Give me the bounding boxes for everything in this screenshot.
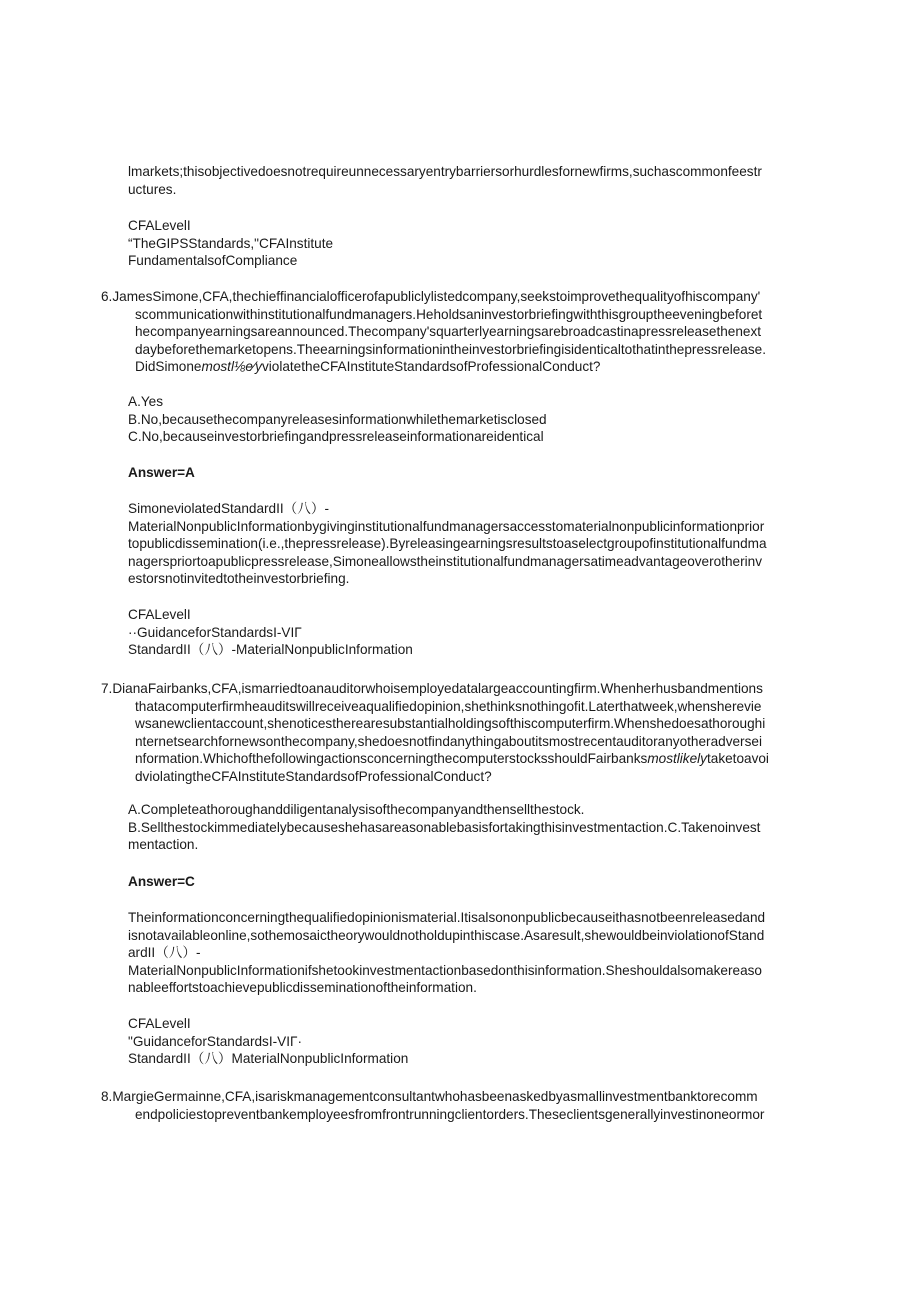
question-emphasis: mostlikely [647, 751, 707, 766]
question-line: daybeforethemarketopens.Theearningsinformationintheinvestorbriefingisidenticaltothatinthepressrelease. [135, 341, 766, 357]
question-6 [101, 288, 821, 376]
explanation-line: MaterialNonpublicInformationbygivinginstitutionalfundmanagersaccesstomaterialnonpublicinformationprior [128, 518, 765, 534]
question-line [101, 750, 821, 768]
reference-line: "GuidanceforStandardsI-VIΓ· [128, 1033, 303, 1049]
question-line: wsanewclientaccount,shenoticestherearesubstantialholdingsofthiscomputerfirm.Whenshedoesathoroughi [135, 716, 766, 731]
question-7-reference [128, 1015, 818, 1068]
text-line: uctures. [128, 181, 177, 197]
question-6-explanation [128, 500, 818, 588]
question-line: scommunicationwithinstitutionalfundmanagers.Heholdsaninvestorbriefingwiththisgrouptheeveningbeforet [135, 306, 763, 322]
explanation-line: nableeffortstoachievepublicdisseminationoftheinformation. [128, 980, 477, 995]
explanation-line: nagerspriortoapublicpressrelease,Simoneallowstheinstitutionalfundmanagersatimeadvantageoverotherinv [128, 553, 762, 569]
intro-paragraph [128, 163, 818, 198]
question-6-answer: Answer=A [128, 465, 195, 480]
reference-line: “TheGIPSStandards,"CFAInstitute [128, 235, 334, 251]
explanation-line: SimoneviolatedStandardII（八）- [128, 501, 329, 516]
explanation-line: topublicdissemination(i.e.,thepressrelease).Byreleasingearningsresultstoaselectgroupofinstitutionalfundma [128, 536, 767, 551]
explanation-line: isnotavailableonline,sothemosaictheorywouldnotholdupinthiscase.Asaresult,shewouldbeinviolationofStand [128, 927, 765, 943]
option-b: B.No,becausethecompanyreleasesinformationwhilethemarketisclosed [128, 411, 547, 427]
intro-reference [128, 217, 818, 270]
question-7 [101, 680, 821, 785]
question-line [101, 358, 821, 376]
option-a: A.Yes [128, 394, 164, 409]
reference-line: StandardII（八）MaterialNonpublicInformation [128, 1051, 409, 1066]
question-emphasis: mostl⅛e⁄y [201, 359, 262, 374]
option-b: B.Sellthestockimmediatelybecauseshehasareasonablebasisfortakingthisinvestmentaction.C.Takenoinvest [128, 819, 761, 835]
question-line: endpoliciestopreventbankemployeesfromfrontrunningclientorders.Theseclientsgenerallyinvestinoneormor [135, 1106, 765, 1122]
question-8 [101, 1088, 821, 1123]
question-7-options [128, 801, 818, 854]
reference-line: StandardII（八）-MaterialNonpublicInformation [128, 642, 413, 657]
option-a: A.Completeathoroughanddiligentanalysisofthecompanyandthensellthestock. [128, 802, 585, 817]
question-line: 6.JamesSimone,CFA,thechieffinancialofficerofapubliclylistedcompany,seekstoimprovethequalityofhiscompany' [101, 289, 761, 304]
reference-line: CFALevelI [128, 1016, 191, 1031]
question-6-reference [128, 606, 818, 659]
question-line: dviolatingtheCFAInstituteStandardsofProfessionalConduct? [135, 768, 492, 784]
question-text: violatetheCFAInstituteStandardsofProfessionalConduct? [261, 359, 601, 374]
question-text: nformation.WhichofthefollowingactionsconcerningthecomputerstocksshouldFairbanks [135, 751, 648, 766]
explanation-line: MaterialNonpublicInformationifshetookinvestmentactionbasedonthisinformation.Sheshouldalsomakereaso [128, 962, 762, 978]
question-line: nternetsearchfornewsonthecompany,shedoesnotfindanythingaboutitsmostrecentauditoranyotheradversei [135, 733, 762, 749]
text-line: lmarkets;thisobjectivedoesnotrequireunnecessaryentrybarriersorhurdlesfornewfirms,suchascommonfeestr [128, 164, 762, 179]
question-line: thatacomputerfirmheauditswillreceiveaqualifiedopinion,shethinksnothingofit.Laterthatweek,whensherevie [135, 698, 762, 714]
question-line: hecompanyearningsareannounced.Thecompany'squarterlyearningsarebroadcastinapressreleasethenext [135, 324, 762, 339]
reference-line: ··GuidanceforStandardsI-VIΓ [128, 624, 302, 640]
question-text: DidSimone [135, 359, 202, 374]
reference-line: CFALevelI [128, 218, 191, 233]
option-c: mentaction. [128, 837, 199, 852]
reference-line: CFALevelI [128, 607, 191, 622]
explanation-line: Theinformationconcerningthequalifiedopinionismaterial.Itisalsononpublicbecauseithasnotbeenreleasedand [128, 910, 766, 925]
question-line: 8.MargieGermainne,CFA,isariskmanagementconsultantwhohasbeenaskedbyasmallinvestmentbanktorecomm [101, 1089, 758, 1104]
question-text: taketoavoi [706, 751, 769, 766]
explanation-line: ardII（八）- [128, 945, 201, 960]
reference-line: FundamentalsofCompliance [128, 253, 298, 268]
question-7-explanation [128, 909, 818, 997]
question-6-options [128, 393, 818, 446]
question-7-answer: Answer=C [128, 874, 195, 889]
explanation-line: estorsnotinvitedtotheinvestorbriefing. [128, 571, 350, 586]
question-line: 7.DianaFairbanks,CFA,ismarriedtoanauditorwhoisemployedatalargeaccountingfirm.Whenherhusbandmentions [101, 681, 763, 696]
option-c: C.No,becauseinvestorbriefingandpressreleaseinformationareidentical [128, 429, 544, 444]
